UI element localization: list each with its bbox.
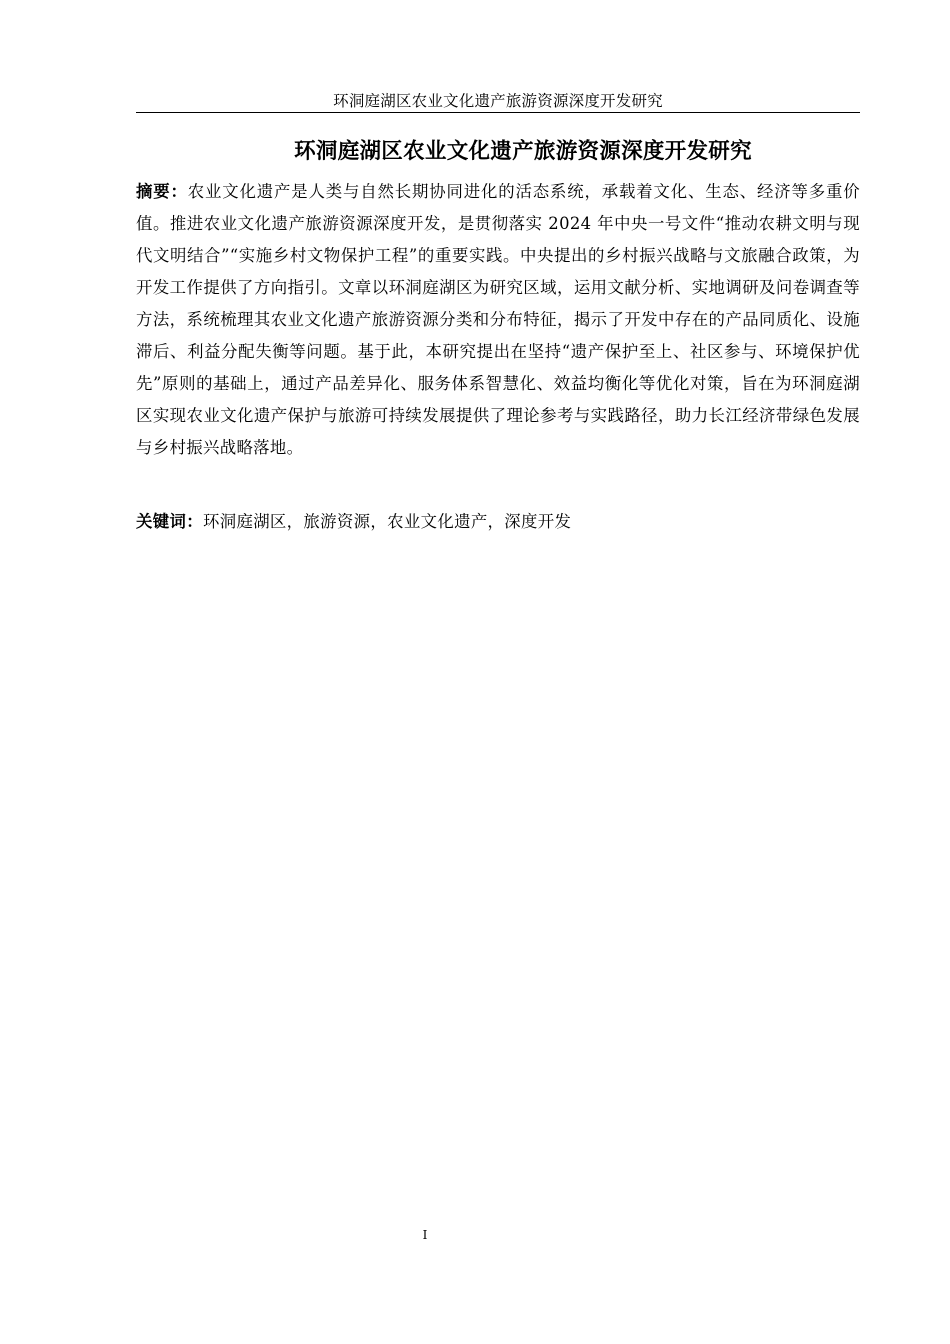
page-number: I [422,1228,428,1242]
running-header-title: 环洞庭湖区农业文化遗产旅游资源深度开发研究 [333,92,663,110]
document-title: 环洞庭湖区农业文化遗产旅游资源深度开发研究 [294,139,752,164]
running-header [136,90,860,113]
keywords-label: 关键词： [136,512,203,531]
abstract-text: 农业文化遗产是人类与自然长期协同进化的活态系统，承载着文化、生态、经济等多重价值。推进农业文化遗产旅游资源深度开发，是贯彻落实 2024 年中央一号文件“推动农耕文明与现代文明结合”“实施乡村文物保护工程”的重要实践。中央提出的乡村振兴战略与文旅融合政策，为开发工作提供了方向指引。文章以环洞庭湖区为研究区域，运用文献分析、实地调研及问卷调查等方法，系统梳理其农业文化遗产旅游资源分类和分布特征，揭示了开发中存在的产品同质化、设施滞后、利益分配失衡等问题。基于此，本研究提出在坚持“遗产保护至上、社区参与、环境保护优先”原则的基础上，通过产品差异化、服务体系智慧化、效益均衡化等优化对策，旨在为环洞庭湖区实现农业文化遗产保护与旅游可持续发展提供了理论参考与实践路径，助力长江经济带绿色发展与乡村振兴战略落地。 [136,182,860,457]
abstract-label: 摘要： [136,182,188,201]
keywords-paragraph [136,506,860,538]
abstract-paragraph [136,176,860,464]
keywords-text: 环洞庭湖区，旅游资源，农业文化遗产，深度开发 [202,512,572,531]
